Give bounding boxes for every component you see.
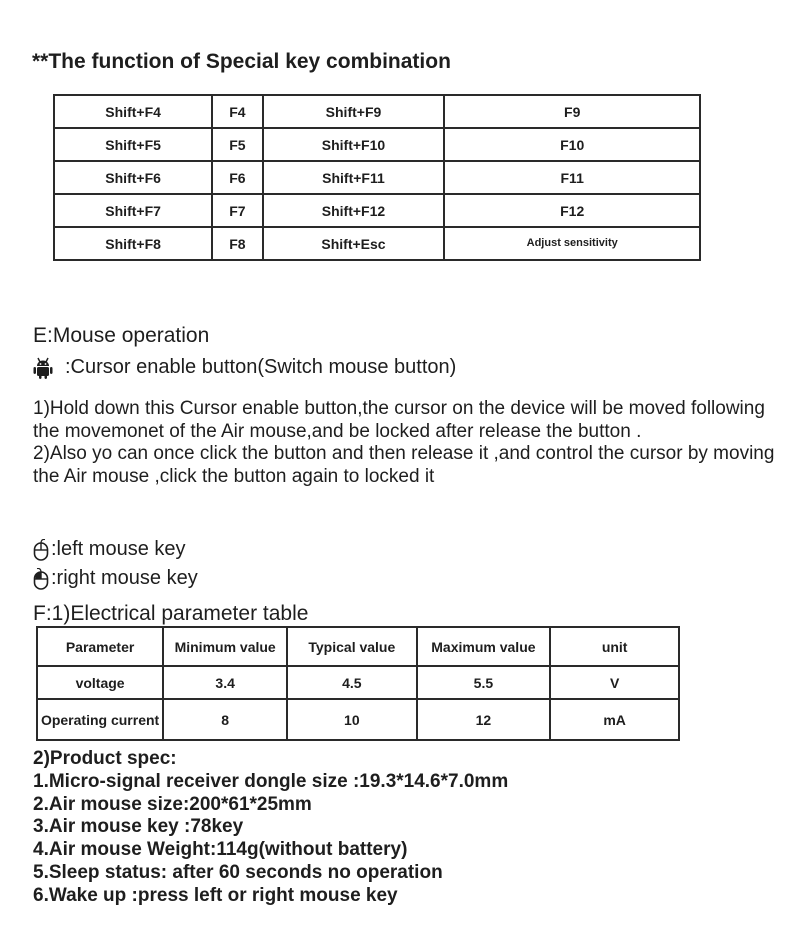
product-spec-list: [33, 748, 508, 908]
table-cell: 8: [163, 699, 287, 740]
table-cell: voltage: [37, 666, 163, 699]
table-cell: F9: [444, 95, 700, 128]
table-header: Typical value: [287, 627, 416, 666]
electrical-parameter-table: [36, 626, 680, 741]
table-row: [37, 666, 679, 699]
table-cell: Shift+F6: [54, 161, 212, 194]
table-cell: 10: [287, 699, 416, 740]
table-cell: Operating current: [37, 699, 163, 740]
paragraph-1: 1)Hold down this Cursor enable button,the cursor on the device will be moved following the movemonet of the Air mouse,and be locked after release the button .: [33, 398, 765, 442]
table-header-row: [37, 627, 679, 666]
section-f-heading: F:1)Electrical parameter table: [33, 602, 309, 625]
table-cell: Shift+F10: [263, 128, 445, 161]
table-cell: F4: [212, 95, 262, 128]
table-row: [54, 128, 700, 161]
table-cell: Shift+Esc: [263, 227, 445, 260]
table-cell: 12: [417, 699, 551, 740]
table-cell: Shift+F8: [54, 227, 212, 260]
table-cell: F6: [212, 161, 262, 194]
table-cell: Adjust sensitivity: [444, 227, 700, 260]
table-cell: F10: [444, 128, 700, 161]
table-cell: Shift+F5: [54, 128, 212, 161]
list-item: 3.Air mouse key :78key: [33, 816, 244, 838]
list-item: 4.Air mouse Weight:114g(without battery): [33, 839, 408, 861]
table-cell: 5.5: [417, 666, 551, 699]
right-key-line: [33, 567, 198, 590]
list-item: 1.Micro-signal receiver dongle size :19.3*14.6*7.0mm: [33, 770, 509, 792]
table-cell: F8: [212, 227, 262, 260]
table-cell: Shift+F4: [54, 95, 212, 128]
list-item: 5.Sleep status: after 60 seconds no operation: [33, 861, 443, 883]
table-row: [54, 227, 700, 260]
table-cell: F12: [444, 194, 700, 227]
table-cell: Shift+F9: [263, 95, 445, 128]
table-cell: 4.5: [287, 666, 416, 699]
key-combination-table: [53, 94, 701, 261]
left-key-line: [33, 538, 186, 561]
table-cell: V: [550, 666, 679, 699]
android-icon: [33, 357, 53, 379]
table-cell: mA: [550, 699, 679, 740]
table-cell: F7: [212, 194, 262, 227]
left-key-label: :left mouse key: [51, 538, 186, 560]
table-cell: F11: [444, 161, 700, 194]
mouse-right-icon: [33, 568, 49, 590]
table-row: [54, 194, 700, 227]
table-header: unit: [550, 627, 679, 666]
table-row: [37, 699, 679, 740]
table-cell: Shift+F11: [263, 161, 445, 194]
table-header: Maximum value: [417, 627, 551, 666]
table-header: Minimum value: [163, 627, 287, 666]
spec-heading: 2)Product spec:: [33, 748, 177, 769]
table-row: [54, 161, 700, 194]
table-cell: Shift+F7: [54, 194, 212, 227]
page-title: **The function of Special key combination: [32, 50, 451, 73]
table-cell: F5: [212, 128, 262, 161]
table-row: [54, 95, 700, 128]
mouse-left-icon: [33, 539, 49, 561]
mouse-operation-text: [33, 398, 783, 488]
table-cell: 3.4: [163, 666, 287, 699]
table-header: Parameter: [37, 627, 163, 666]
right-key-label: :right mouse key: [51, 567, 198, 589]
cursor-button-label: :Cursor enable button(Switch mouse button): [65, 356, 457, 378]
table-cell: Shift+F12: [263, 194, 445, 227]
list-item: 2.Air mouse size:200*61*25mm: [33, 793, 312, 815]
cursor-button-line: [33, 356, 456, 379]
list-item: 6.Wake up :press left or right mouse key: [33, 884, 398, 906]
section-e-heading: E:Mouse operation: [33, 324, 210, 347]
paragraph-2: 2)Also yo can once click the button and then release it ,and control the cursor by moving the Air mouse ,click the button again to locked it: [33, 443, 775, 487]
